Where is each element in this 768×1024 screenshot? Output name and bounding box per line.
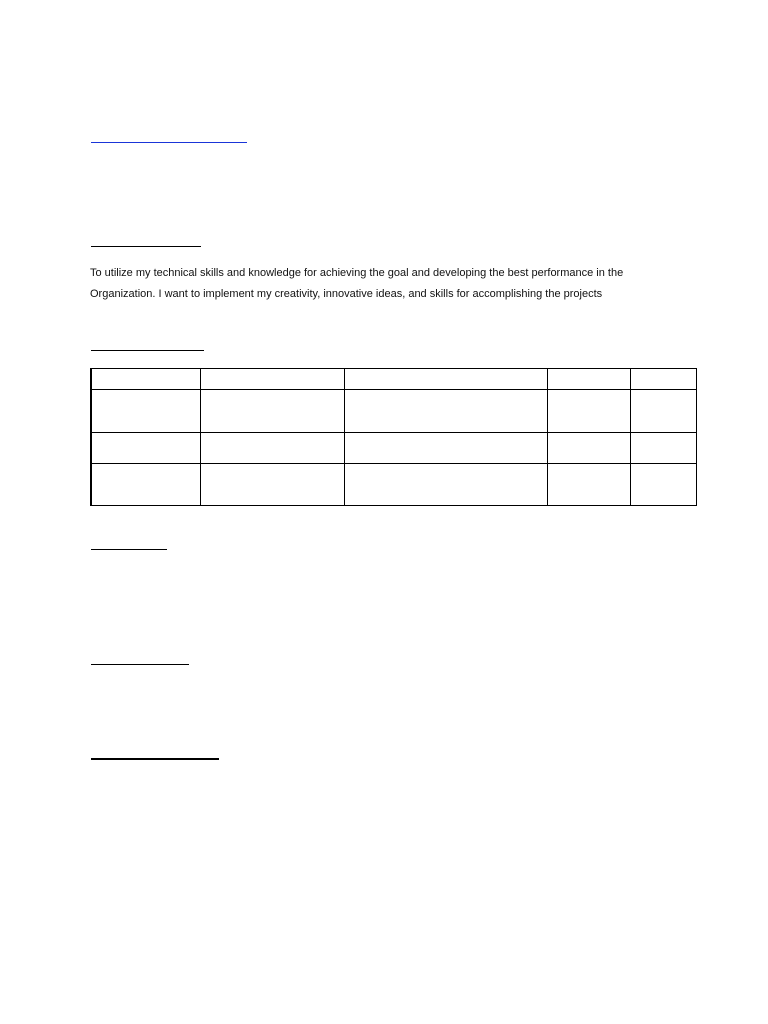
table-cell (630, 369, 696, 390)
table-cell (630, 390, 696, 433)
projects-heading-underline (91, 664, 189, 665)
table-cell (200, 433, 344, 464)
table-cell (200, 464, 344, 506)
table-cell (344, 464, 547, 506)
table-cell (344, 433, 547, 464)
declaration-heading-underline (91, 758, 219, 760)
table-cell (200, 369, 344, 390)
table-cell (547, 464, 630, 506)
table-cell (344, 369, 547, 390)
objective-text: To utilize my technical skills and knowledge for achieving the goal and developing the best performance in the Organization. I want to implement my creativity, innovative ideas, and skills for accomplishing the projects (90, 267, 624, 300)
table-cell (91, 369, 200, 390)
table-cell (630, 433, 696, 464)
table-cell (91, 464, 200, 506)
table-row (91, 433, 696, 464)
table-row (91, 390, 696, 433)
education-table (90, 368, 697, 506)
table-row (91, 369, 696, 390)
table-cell (91, 390, 200, 433)
table-row (91, 464, 696, 506)
skills-heading-underline (91, 549, 167, 550)
table-cell (344, 390, 547, 433)
table-cell (547, 433, 630, 464)
table-cell (91, 433, 200, 464)
table-cell (547, 390, 630, 433)
email-link-underline[interactable] (91, 142, 247, 143)
objective-heading-underline (91, 246, 201, 247)
education-heading-underline (91, 350, 204, 351)
table-cell (200, 390, 344, 433)
table-cell (547, 369, 630, 390)
table-cell (630, 464, 696, 506)
